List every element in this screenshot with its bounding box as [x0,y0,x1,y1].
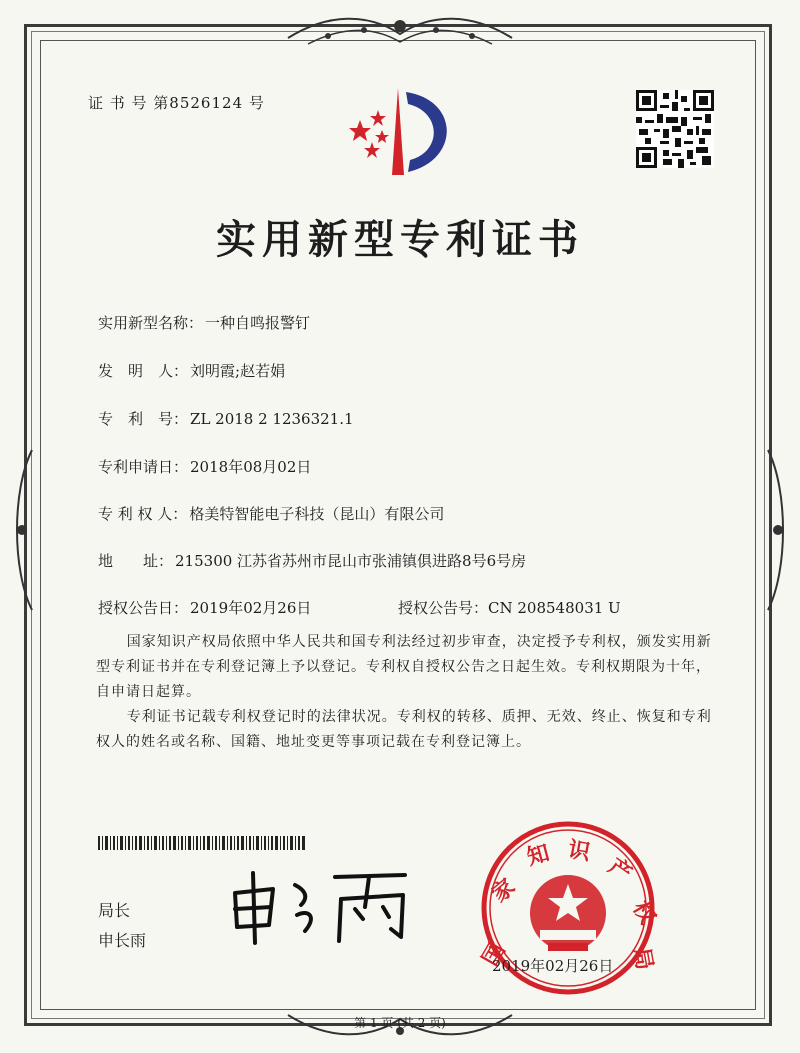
field-value: CN 208548031 U [488,599,621,617]
left-ornament [8,440,42,620]
svg-text:识: 识 [566,837,593,866]
field-utility-model-name [98,312,310,333]
signatory-title: 局长 [98,901,131,920]
field-value: 2019年02月26日 [190,599,312,617]
field-value: 刘明霞;赵若娟 [190,362,286,380]
field-patent-number [98,408,354,429]
page-number: 第 1 页 (共 2 页) [354,1016,446,1030]
field-label: 发 明 人： [98,362,189,380]
field-grant-date [98,597,311,618]
svg-text:知: 知 [524,840,553,871]
signatory-name: 申长雨 [98,931,147,950]
barcode [98,835,306,849]
field-address [98,550,526,571]
top-ornament [268,8,532,54]
certificate-title: 实用新型专利证书 [216,217,584,263]
handwritten-signature [225,865,415,945]
field-label: 专 利 号： [98,410,189,428]
svg-text:产: 产 [603,854,636,888]
field-value: 格美特智能电子科技（昆山）有限公司 [189,505,445,523]
svg-text:国: 国 [478,938,511,971]
field-label: 地 址： [98,552,174,570]
svg-text:局: 局 [628,945,657,972]
body-paragraph: 国家知识产权局依照中华人民共和国专利法经过初步审查，决定授予专利权，颁发实用新型专利证书并在专利登记簿上予以登记。专利权自授权公告之日起生效。专利权期限为十年，自申请日起算。 [96,634,712,700]
field-label: 实用新型名称： [98,314,204,332]
field-value: ZL 2018 2 1236321.1 [190,410,354,428]
field-filing-date [98,456,311,477]
qr-code [636,90,714,168]
certificate-number: 证 书 号 第8526124 号 [88,94,265,112]
seal-date: 2019年02月26日 [492,957,614,975]
field-label: 专利申请日： [98,458,189,476]
field-value: 一种自鸣报警钉 [205,314,311,332]
field-value: 215300 江苏省苏州市昆山市张浦镇俱进路8号6号房 [175,552,527,570]
field-label: 授权公告号： [398,599,489,617]
field-value: 2018年08月02日 [190,458,312,476]
body-paragraph: 专利证书记载专利权登记时的法律状况。专利权的转移、质押、无效、终止、恢复和专利权人的姓名或名称、国籍、地址变更等事项记载在专利登记簿上。 [96,709,712,750]
field-patentee [98,503,444,524]
right-ornament [758,440,792,620]
cnipa-emblem-logo [330,80,470,185]
svg-text:权: 权 [627,896,658,929]
field-inventor [98,360,285,381]
svg-text:家: 家 [487,874,521,908]
field-label: 专 利 权 人： [98,505,188,523]
field-grant-number [398,597,621,618]
field-label: 授权公告日： [98,599,189,617]
